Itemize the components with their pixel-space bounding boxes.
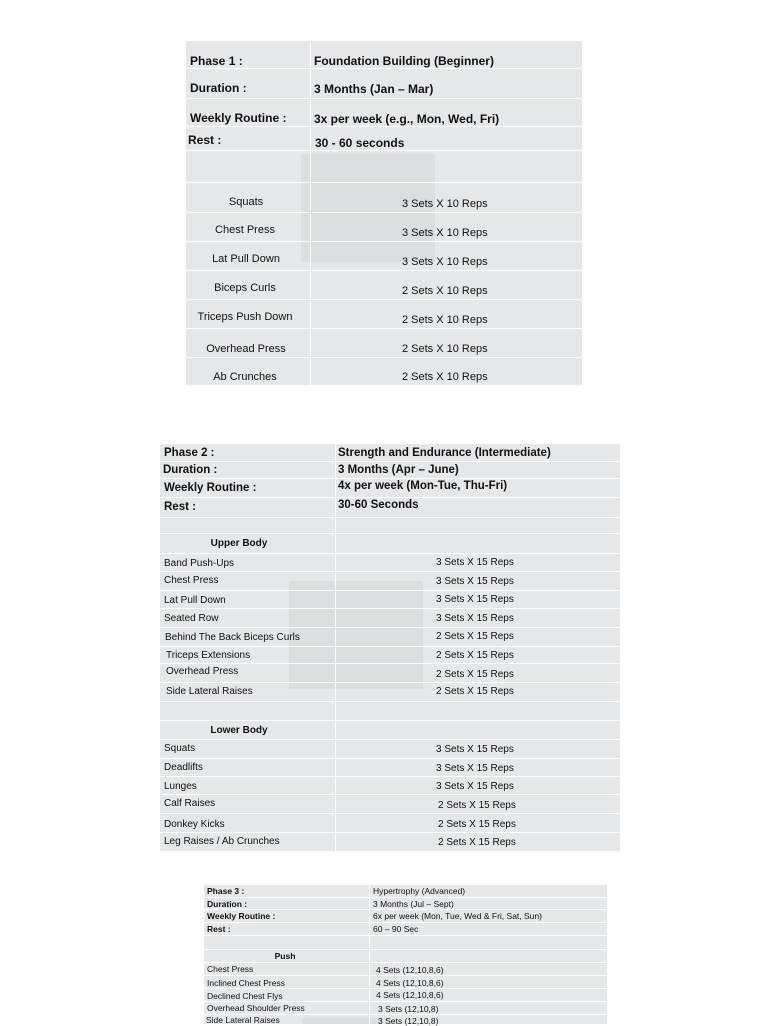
exercise-name: Seated Row (164, 613, 219, 624)
table-row (204, 962, 607, 976)
exercise-name: Calf Raises (164, 798, 216, 809)
table-row (160, 627, 620, 647)
phase2-upper-heading-row (160, 533, 620, 554)
phase2-table (160, 443, 620, 851)
table-row (160, 758, 620, 777)
exercise-name: Ab Crunches (213, 371, 277, 383)
exercise-name: Deadlifts (164, 762, 203, 773)
exercise-sets: 4 Sets (12,10,8,6) (376, 978, 444, 988)
exercise-name: Triceps Extensions (166, 650, 251, 661)
push-heading: Push (274, 951, 296, 961)
table-row (160, 794, 620, 814)
phase1-row-rest (186, 126, 582, 151)
exercise-name: Behind The Back Biceps Curls (165, 632, 300, 643)
exercise-sets: 2 Sets X 15 Reps (436, 631, 514, 642)
exercise-sets: 2 Sets X 15 Reps (438, 837, 516, 848)
phase3-row-rest (204, 922, 607, 936)
exercise-name: Side Lateral Raises (166, 686, 253, 697)
phase1-duration-label: Duration : (190, 81, 247, 95)
phase1-duration-value: 3 Months (Jan – Mar) (314, 82, 434, 96)
exercise-name: Squats (164, 743, 196, 754)
upper-body-heading: Upper Body (210, 538, 268, 549)
exercise-name: Leg Raises / Ab Crunches (164, 836, 280, 847)
exercise-sets: 2 Sets X 10 Reps (402, 285, 488, 297)
phase1-table (186, 40, 582, 385)
exercise-name: Lunges (164, 781, 197, 792)
table-row (186, 328, 582, 358)
phase1-rest-label: Rest : (188, 133, 222, 147)
phase2-row-blank (160, 517, 620, 534)
exercise-sets: 4 Sets (12,10,8,6) (376, 965, 444, 975)
exercise-name: Band Push-Ups (164, 558, 235, 569)
phase3-row-phase (204, 884, 607, 898)
phase1-row-weekly (186, 98, 582, 127)
table-row (186, 241, 582, 271)
exercise-name: Chest Press (207, 964, 254, 974)
exercise-name: Lat Pull Down (164, 595, 226, 606)
table-row (160, 553, 620, 572)
exercise-sets: 3 Sets (12,10,8) (378, 1004, 439, 1014)
table-row (160, 663, 620, 683)
phase1-phase-label: Phase 1 : (190, 54, 243, 68)
table-row (160, 776, 620, 795)
phase2-phase-label: Phase 2 : (164, 447, 215, 459)
exercise-name: Lat Pull Down (212, 253, 280, 265)
phase2-row-rest (160, 497, 620, 518)
table-row (160, 739, 620, 759)
phase3-duration-label: Duration : (207, 899, 248, 909)
phase3-rest-label: Rest : (207, 924, 231, 934)
table-row (160, 832, 620, 852)
phase2-row-phase (160, 443, 620, 462)
phase1-rest-value: 30 - 60 seconds (315, 136, 405, 150)
exercise-name: Overhead Press (206, 343, 286, 355)
exercise-sets: 3 Sets X 15 Reps (436, 576, 514, 587)
table-row (204, 988, 607, 1002)
exercise-sets: 3 Sets X 10 Reps (402, 256, 488, 268)
phase1-weekly-value: 3x per week (e.g., Mon, Wed, Fri) (314, 112, 500, 126)
exercise-sets: 3 Sets X 10 Reps (402, 227, 488, 239)
exercise-name: Biceps Curls (214, 282, 276, 294)
phase2-rest-value: 30-60 Seconds (338, 499, 419, 511)
phase3-row-weekly (204, 909, 607, 923)
exercise-sets: 2 Sets X 15 Reps (436, 650, 514, 661)
phase3-phase-value: Hypertrophy (Advanced) (373, 886, 466, 896)
phase2-row-blank (160, 701, 620, 721)
exercise-sets: 3 Sets (12,10,8) (378, 1016, 439, 1026)
lower-body-heading: Lower Body (210, 725, 268, 736)
phase3-weekly-value: 6x per week (Mon, Tue, Wed & Fri, Sat, Sun) (373, 911, 542, 921)
phase2-duration-label: Duration : (163, 464, 218, 476)
exercise-sets: 3 Sets X 15 Reps (436, 557, 514, 568)
exercise-name: Donkey Kicks (164, 819, 225, 830)
table-row (186, 270, 582, 300)
phase2-row-duration (160, 461, 620, 479)
phase3-rest-value: 60 – 90 Sec (373, 924, 419, 934)
exercise-sets: 2 Sets X 15 Reps (438, 800, 516, 811)
exercise-sets: 3 Sets X 15 Reps (436, 744, 514, 755)
exercise-name: Overhead Shoulder Press (207, 1003, 305, 1013)
exercise-sets: 3 Sets X 15 Reps (436, 763, 514, 774)
phase3-phase-label: Phase 3 : (207, 886, 245, 896)
phase1-row-phase (186, 40, 582, 69)
exercise-name: Overhead Press (166, 666, 239, 677)
phase2-lower-heading-row (160, 720, 620, 740)
exercise-name: Chest Press (164, 575, 219, 586)
table-row (160, 608, 620, 628)
table-row (186, 182, 582, 213)
table-row (160, 646, 620, 664)
exercise-sets: 3 Sets X 15 Reps (436, 781, 514, 792)
exercise-sets: 2 Sets X 10 Reps (402, 371, 488, 383)
exercise-sets: 3 Sets X 15 Reps (436, 613, 514, 624)
table-row (160, 590, 620, 609)
phase1-row-blank (186, 150, 582, 183)
exercise-name: Side Lateral Raises (206, 1015, 280, 1025)
exercise-sets: 3 Sets X 10 Reps (402, 198, 488, 210)
exercise-name: Inclined Chest Press (207, 978, 285, 988)
phase2-weekly-label: Weekly Routine : (164, 482, 257, 494)
table-row (160, 571, 620, 591)
table-row (160, 682, 620, 702)
phase1-row-duration (186, 68, 582, 99)
phase2-phase-value: Strength and Endurance (Intermediate) (338, 447, 551, 459)
exercise-name: Triceps Push Down (197, 311, 293, 323)
exercise-sets: 2 Sets X 10 Reps (402, 314, 488, 326)
exercise-sets: 3 Sets X 15 Reps (436, 594, 514, 605)
phase2-weekly-value: 4x per week (Mon-Tue, Thu-Fri) (338, 480, 508, 492)
phase3-table (204, 884, 607, 1024)
table-row (160, 813, 620, 833)
exercise-sets: 2 Sets X 15 Reps (436, 669, 514, 680)
phase2-row-weekly (160, 478, 620, 498)
table-row (204, 975, 607, 989)
table-row (186, 357, 582, 386)
phase3-weekly-label: Weekly Routine : (207, 911, 276, 921)
table-row (186, 299, 582, 329)
table-row (204, 1001, 607, 1015)
exercise-name: Chest Press (215, 224, 275, 236)
exercise-sets: 2 Sets X 15 Reps (438, 819, 516, 830)
phase1-weekly-label: Weekly Routine : (190, 111, 287, 125)
phase2-duration-value: 3 Months (Apr – June) (338, 464, 459, 476)
exercise-sets: 2 Sets X 15 Reps (436, 686, 514, 697)
phase3-row-blank (204, 935, 607, 950)
phase3-duration-value: 3 Months (Jul – Sept) (373, 899, 454, 909)
phase1-phase-value: Foundation Building (Beginner) (314, 54, 494, 68)
exercise-name: Declined Chest Flys (207, 991, 283, 1001)
table-row (204, 1014, 607, 1025)
exercise-sets: 2 Sets X 10 Reps (402, 343, 488, 355)
exercise-name: Squats (228, 196, 264, 208)
phase2-rest-label: Rest : (164, 501, 196, 513)
exercise-sets: 4 Sets (12,10,8,6) (376, 990, 444, 1000)
phase3-push-heading-row (204, 949, 607, 963)
table-row (186, 212, 582, 242)
